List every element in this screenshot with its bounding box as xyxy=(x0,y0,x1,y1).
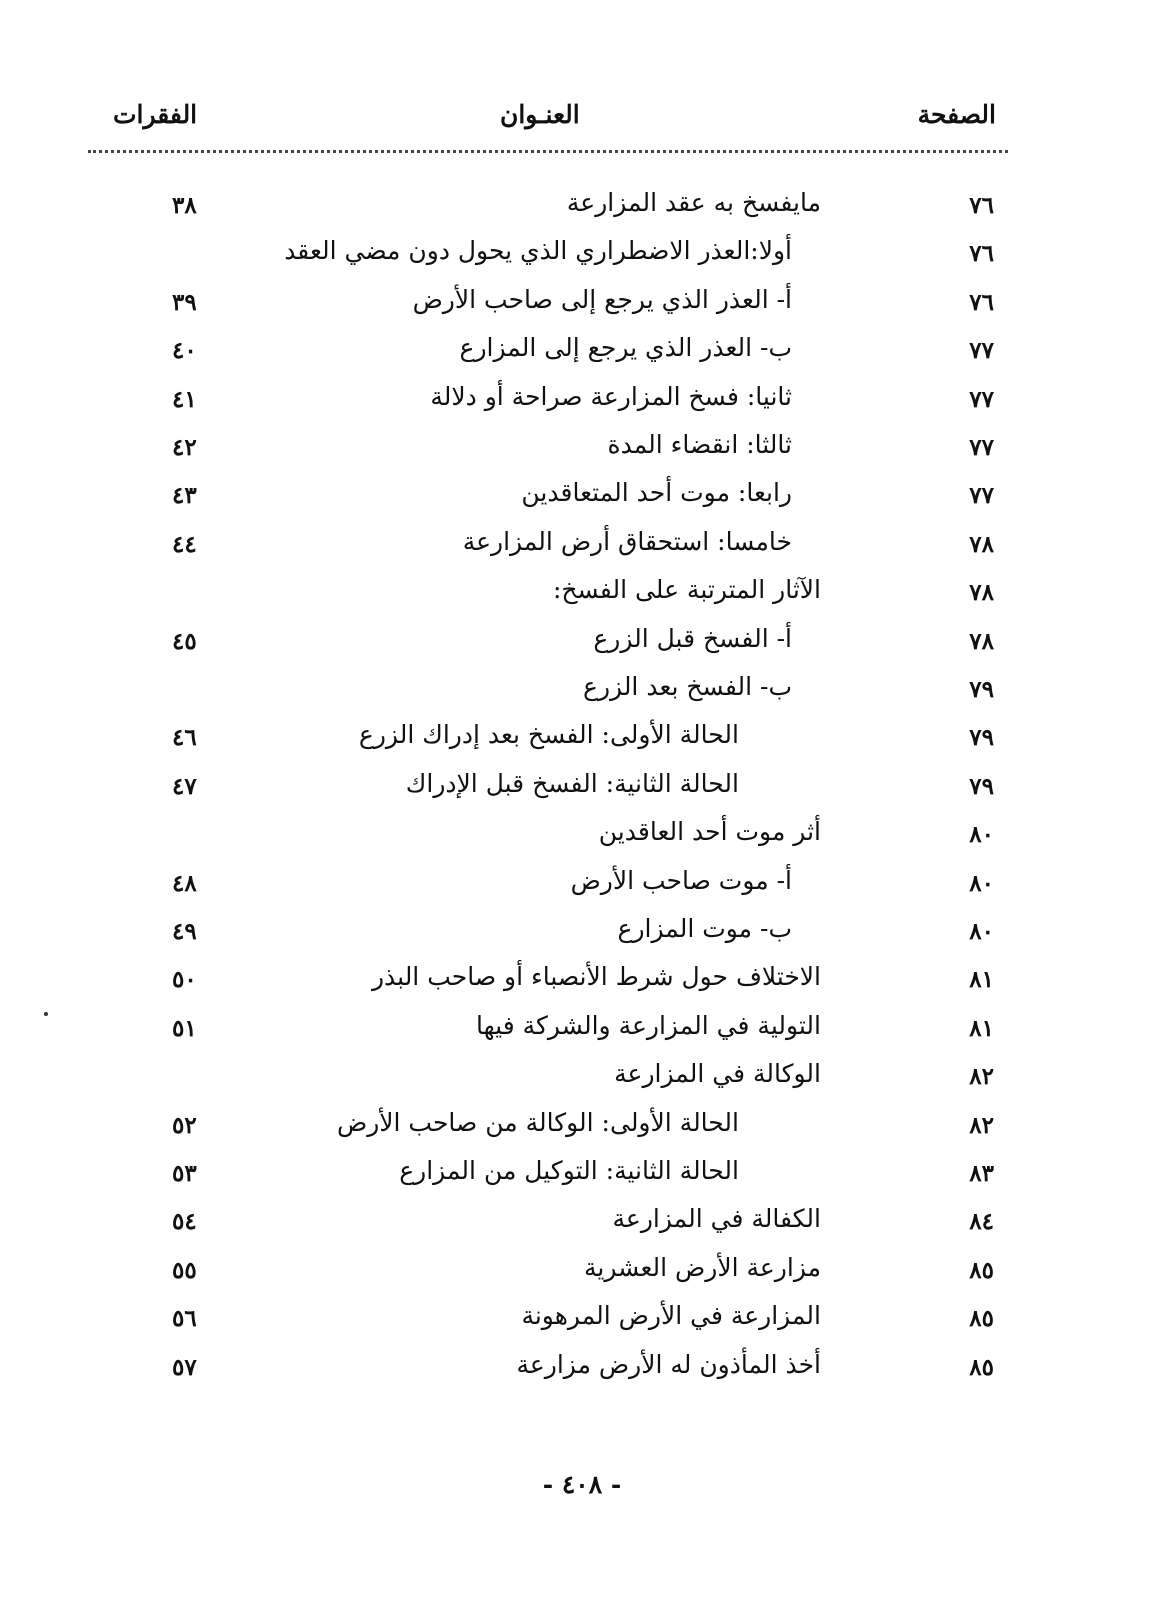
toc-paragraph-number: ٤٧ xyxy=(172,772,197,800)
toc-page-number: ٧٩ xyxy=(969,772,994,800)
toc-page-number: ٨٠ xyxy=(969,918,994,945)
toc-row xyxy=(0,761,1164,813)
toc-entry-title: الآثار المترتبة على الفسخ: xyxy=(552,575,821,605)
toc-row xyxy=(0,1342,1164,1394)
toc-entry-title: الحالة الأولى: الفسخ بعد إدراك الزرع xyxy=(358,720,739,750)
toc-page-number: ٧٩ xyxy=(969,724,994,752)
toc-page-number: ٨٣ xyxy=(969,1160,994,1187)
toc-page-number: ٧٧ xyxy=(969,385,994,413)
toc-entry-title: خامسا: استحقاق أرض المزارعة xyxy=(462,526,792,556)
toc-page-number: ٧٦ xyxy=(969,288,994,316)
toc-entry-title: الاختلاف حول شرط الأنصباء أو صاحب البذر xyxy=(371,962,821,992)
toc-row xyxy=(0,180,1164,232)
toc-paragraph-number: ٣٩ xyxy=(172,288,197,316)
toc-entry-title: الكفالة في المزارعة xyxy=(612,1204,821,1234)
toc-entry-title: الحالة الثانية: الفسخ قبل الإدراك xyxy=(405,768,739,798)
table-header xyxy=(0,100,1164,140)
toc-page-number: ٨٥ xyxy=(969,1353,994,1381)
toc-paragraph-number: ٤٤ xyxy=(172,530,197,558)
toc-entry-title: الوكالة في المزارعة xyxy=(614,1059,821,1089)
toc-row xyxy=(0,470,1164,522)
toc-row xyxy=(0,1245,1164,1297)
toc-row xyxy=(0,277,1164,329)
toc-row xyxy=(0,422,1164,474)
toc-page-number: ٨٥ xyxy=(969,1305,994,1333)
toc-entry-title: ثالثا: انقضاء المدة xyxy=(607,430,792,459)
toc-entry-title: رابعا: موت أحد المتعاقدين xyxy=(521,478,792,508)
toc-paragraph-number: ٥٧ xyxy=(172,1353,197,1381)
toc-entry-title: المزارعة في الأرض المرهونة xyxy=(521,1301,821,1331)
toc-page-number: ٨٠ xyxy=(969,821,994,849)
toc-page-number: ٨٤ xyxy=(969,1208,994,1236)
toc-page-number: ٧٧ xyxy=(969,482,994,510)
header-title-column: العنـوان xyxy=(500,100,580,129)
toc-paragraph-number: ٥٢ xyxy=(172,1111,197,1139)
toc-row xyxy=(0,712,1164,764)
toc-page-number: ٧٨ xyxy=(969,627,994,655)
toc-entry-title: أ- موت صاحب الأرض xyxy=(570,865,792,895)
toc-row xyxy=(0,325,1164,377)
toc-entry-title: أثر موت أحد العاقدين xyxy=(598,817,821,847)
toc-paragraph-number: ٥٤ xyxy=(172,1208,197,1236)
toc-entry-title: ب- موت المزارع xyxy=(617,914,792,943)
toc-paragraph-number: ٤٨ xyxy=(172,869,197,897)
toc-paragraph-number: ٥٣ xyxy=(172,1160,197,1187)
toc-page-number: ٨٢ xyxy=(969,1063,994,1091)
toc-entry-title: أولا:العذر الاضطراري الذي يحول دون مضي العقد xyxy=(284,236,792,266)
toc-paragraph-number: ٥١ xyxy=(172,1014,197,1042)
toc-row xyxy=(0,858,1164,910)
toc-page-number: ٧٨ xyxy=(969,530,994,558)
toc-entry-title: ثانيا: فسخ المزارعة صراحة أو دلالة xyxy=(430,381,792,411)
toc-paragraph-number: ٤١ xyxy=(172,385,197,413)
toc-row xyxy=(0,1148,1164,1200)
toc-paragraph-number: ٤٣ xyxy=(172,482,197,510)
header-paragraphs-column: الفقرات xyxy=(113,100,198,129)
toc-page-number: ٧٦ xyxy=(969,192,994,219)
toc-entry-title: أخذ المأذون له الأرض مزارعة xyxy=(516,1349,821,1379)
toc-row xyxy=(0,374,1164,426)
toc-paragraph-number: ٥٦ xyxy=(172,1305,197,1333)
toc-page-number: ٧٦ xyxy=(969,240,994,268)
toc-page-number: ٨٢ xyxy=(969,1111,994,1139)
toc-entry-title: أ- العذر الذي يرجع إلى صاحب الأرض xyxy=(412,284,792,314)
toc-row xyxy=(0,616,1164,668)
toc-paragraph-number: ٤٢ xyxy=(172,434,197,461)
toc-row xyxy=(0,519,1164,571)
toc-paragraph-number: ٤٠ xyxy=(172,337,197,365)
toc-row xyxy=(0,1293,1164,1345)
toc-entry-title: أ- الفسخ قبل الزرع xyxy=(593,623,792,653)
page-number: - ٤٠٨ - xyxy=(542,1470,622,1499)
toc-row xyxy=(0,954,1164,1006)
toc-row xyxy=(0,664,1164,716)
toc-row xyxy=(0,567,1164,619)
toc-page-number: ٨٥ xyxy=(969,1256,994,1284)
toc-page-number: ٧٩ xyxy=(969,676,994,703)
toc-paragraph-number: ٥٥ xyxy=(172,1256,197,1284)
toc-page-number: ٧٧ xyxy=(969,434,994,461)
toc-entry-title: الحالة الثانية: التوكيل من المزارع xyxy=(399,1156,739,1185)
toc-entry-title: مزارعة الأرض العشرية xyxy=(584,1252,821,1282)
toc-paragraph-number: ٥٠ xyxy=(172,966,197,994)
toc-page-number: ٨١ xyxy=(969,1014,994,1042)
toc-paragraph-number: ٣٨ xyxy=(172,192,197,219)
header-divider xyxy=(88,150,1008,153)
toc-row xyxy=(0,906,1164,958)
toc-row xyxy=(0,1196,1164,1248)
toc-page-number: ٨١ xyxy=(969,966,994,994)
toc-row xyxy=(0,1100,1164,1152)
toc-row xyxy=(0,1003,1164,1055)
toc-page-number: ٧٨ xyxy=(969,579,994,607)
toc-paragraph-number: ٤٩ xyxy=(172,918,197,945)
toc-page-number: ٧٧ xyxy=(969,337,994,365)
toc-paragraph-number: ٤٦ xyxy=(172,724,197,752)
stray-mark xyxy=(44,1012,48,1016)
toc-row xyxy=(0,228,1164,280)
toc-row xyxy=(0,1051,1164,1103)
toc-row xyxy=(0,809,1164,861)
toc-paragraph-number: ٤٥ xyxy=(172,627,197,655)
toc-entry-title: التولية في المزارعة والشركة فيها xyxy=(476,1010,821,1040)
toc-entry-title: ب- العذر الذي يرجع إلى المزارع xyxy=(459,333,792,363)
toc-page-number: ٨٠ xyxy=(969,869,994,897)
toc-entry-title: مايفسخ به عقد المزارعة xyxy=(566,188,821,217)
toc-entry-title: الحالة الأولى: الوكالة من صاحب الأرض xyxy=(336,1107,739,1137)
header-page-column: الصفحة xyxy=(917,100,996,129)
toc-entry-title: ب- الفسخ بعد الزرع xyxy=(583,672,792,701)
